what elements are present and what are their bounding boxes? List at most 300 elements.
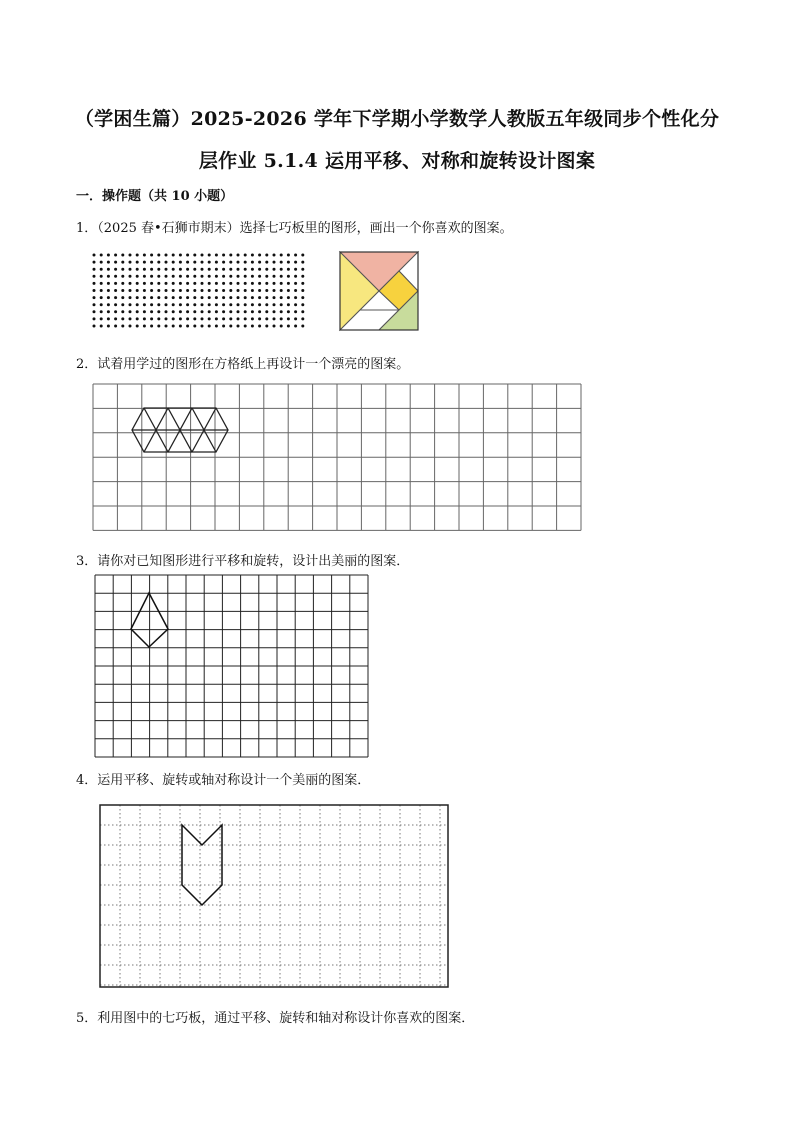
grid-dot: [136, 275, 139, 278]
grid-dot: [143, 275, 146, 278]
grid-dot: [222, 275, 225, 278]
grid-dot: [215, 254, 218, 257]
question-number: 4．: [76, 773, 98, 788]
grid-dot: [258, 289, 261, 292]
grid-dot: [244, 268, 247, 271]
grid-dot: [136, 310, 139, 313]
question-4: [76, 769, 370, 788]
question-text: 利用图中的七巧板，通过平移、旋转和轴对称设计你喜欢的图案．: [97, 1011, 475, 1026]
grid-dot: [287, 275, 290, 278]
grid-dot: [265, 296, 268, 299]
grid-dot: [244, 275, 247, 278]
grid-dot: [172, 261, 175, 264]
grid-dot: [150, 317, 153, 320]
grid-dot: [143, 254, 146, 257]
grid-dot: [201, 268, 204, 271]
grid-dot: [287, 268, 290, 271]
grid-dot: [129, 303, 132, 306]
grid-dot: [265, 275, 268, 278]
grid-dot: [208, 282, 211, 285]
grid-dot: [165, 317, 168, 320]
grid-dot: [114, 317, 117, 320]
grid-dot: [237, 296, 240, 299]
grid-dot: [201, 289, 204, 292]
grid-dot: [136, 317, 139, 320]
grid-dot: [301, 296, 304, 299]
grid-dot: [280, 268, 283, 271]
grid-dot: [287, 261, 290, 264]
grid-dot: [136, 268, 139, 271]
grid-dot: [129, 254, 132, 257]
grid-dot: [136, 254, 139, 257]
grid-dot: [172, 268, 175, 271]
grid-dot: [179, 261, 182, 264]
grid-dot: [294, 275, 297, 278]
question-2: [76, 353, 409, 372]
grid-dot: [265, 289, 268, 292]
grid-dot: [287, 310, 290, 313]
grid-dot: [251, 289, 254, 292]
grid-dot: [150, 254, 153, 257]
grid-dot: [208, 268, 211, 271]
grid-dot: [294, 296, 297, 299]
grid-dot: [107, 317, 110, 320]
question-number: 3．: [76, 554, 98, 569]
grid-dot: [294, 303, 297, 306]
grid-dot: [129, 296, 132, 299]
grid-dot: [244, 303, 247, 306]
grid-dot: [143, 289, 146, 292]
grid-dot: [201, 310, 204, 313]
grid-dot: [229, 325, 232, 328]
grid-dot: [93, 268, 96, 271]
grid-dot: [208, 261, 211, 264]
grid-dot: [258, 261, 261, 264]
grid-dot: [287, 296, 290, 299]
grid-dot: [179, 282, 182, 285]
grid-dot: [273, 275, 276, 278]
grid-dot: [143, 325, 146, 328]
grid-dot: [136, 261, 139, 264]
grid-dot: [244, 317, 247, 320]
grid-dot: [129, 310, 132, 313]
grid-dot: [244, 261, 247, 264]
grid-dot: [165, 296, 168, 299]
grid-dot: [136, 325, 139, 328]
grid-dot: [251, 325, 254, 328]
grid-dot: [107, 268, 110, 271]
grid-dot: [208, 310, 211, 313]
grid-dot: [150, 310, 153, 313]
doc-title-line2: 层作业 5.1.4 运用平移、对称和旋转设计图案: [198, 150, 596, 172]
grid-dot: [294, 325, 297, 328]
grid-dot: [280, 296, 283, 299]
grid-dot: [186, 275, 189, 278]
grid-dot: [179, 275, 182, 278]
grid-dot: [114, 282, 117, 285]
grid-dot: [93, 282, 96, 285]
tangram-figure: [338, 250, 422, 334]
grid-dot: [229, 275, 232, 278]
dot-grid-figure: [90, 250, 310, 330]
grid-dot: [265, 261, 268, 264]
grid-dot: [215, 275, 218, 278]
grid-dot: [100, 275, 103, 278]
section-heading: 一．操作题（共 10 小题）: [76, 189, 234, 204]
grid-dot: [229, 303, 232, 306]
grid-dot: [100, 317, 103, 320]
grid-dot: [244, 296, 247, 299]
question-1: [76, 217, 513, 236]
grid-dot: [150, 275, 153, 278]
grid-dot: [150, 296, 153, 299]
grid-dot: [179, 289, 182, 292]
grid-dot: [201, 296, 204, 299]
grid-dot: [222, 268, 225, 271]
grid-dot: [193, 289, 196, 292]
grid-dot: [222, 317, 225, 320]
grid-dot: [193, 317, 196, 320]
grid-dot: [93, 303, 96, 306]
question-number: 1．: [76, 221, 98, 236]
grid-dot: [150, 282, 153, 285]
grid-dot: [229, 289, 232, 292]
grid-dot: [229, 310, 232, 313]
grid-dot: [114, 296, 117, 299]
grid-dot: [186, 289, 189, 292]
grid-dot: [165, 254, 168, 257]
grid-dot: [273, 282, 276, 285]
grid-dot: [143, 282, 146, 285]
grid-dot: [301, 261, 304, 264]
grid-dot: [107, 254, 110, 257]
question-3: [76, 550, 409, 569]
grid-dot: [165, 289, 168, 292]
grid-dot: [157, 296, 160, 299]
grid-dot: [237, 289, 240, 292]
grid-dot: [301, 310, 304, 313]
grid-dot: [294, 282, 297, 285]
grid-dot: [287, 317, 290, 320]
grid-dot: [251, 303, 254, 306]
grid-dot: [129, 268, 132, 271]
grid-dot: [93, 310, 96, 313]
grid-dot: [201, 317, 204, 320]
grid-dot: [265, 325, 268, 328]
grid-dot: [215, 325, 218, 328]
grid-dot: [215, 268, 218, 271]
grid-dot: [193, 303, 196, 306]
grid-dot: [157, 282, 160, 285]
grid-dot: [301, 325, 304, 328]
grid-dot: [244, 289, 247, 292]
grid-dot: [273, 310, 276, 313]
grid-dot: [215, 261, 218, 264]
grid-dot: [193, 325, 196, 328]
grid-dot: [157, 310, 160, 313]
grid-dot: [165, 268, 168, 271]
grid-dot: [186, 296, 189, 299]
grid-dot: [229, 282, 232, 285]
grid-dot: [258, 303, 261, 306]
grid-dot: [100, 268, 103, 271]
grid-dot: [222, 296, 225, 299]
grid-dot: [244, 325, 247, 328]
grid-dot: [179, 303, 182, 306]
grid-dot: [215, 282, 218, 285]
grid-dot: [280, 275, 283, 278]
grid-dot: [129, 275, 132, 278]
grid-dot: [150, 325, 153, 328]
grid-dot: [121, 325, 124, 328]
grid-dot: [121, 317, 124, 320]
grid-dot: [157, 275, 160, 278]
grid-dot: [186, 282, 189, 285]
grid-dot: [251, 296, 254, 299]
grid-dot: [121, 268, 124, 271]
grid-dot: [222, 303, 225, 306]
grid-dot: [237, 317, 240, 320]
grid-dot: [280, 254, 283, 257]
grid-dot: [201, 282, 204, 285]
grid-dot: [107, 325, 110, 328]
grid-dot: [150, 261, 153, 264]
grid-dot: [287, 303, 290, 306]
grid-dot: [179, 296, 182, 299]
grid-dot: [251, 268, 254, 271]
grid-paper-q2: [92, 382, 584, 532]
grid-dot: [294, 310, 297, 313]
grid-dot: [215, 296, 218, 299]
grid-dot: [287, 325, 290, 328]
grid-dot: [251, 254, 254, 257]
grid-dot: [237, 310, 240, 313]
grid-dot: [193, 296, 196, 299]
grid-dot: [258, 282, 261, 285]
grid-dot: [208, 254, 211, 257]
grid-dot: [172, 325, 175, 328]
grid-dot: [136, 303, 139, 306]
grid-dot: [215, 317, 218, 320]
grid-dot: [301, 303, 304, 306]
grid-dot: [287, 254, 290, 257]
question-5: [76, 1007, 474, 1026]
grid-dot: [100, 282, 103, 285]
grid-dot: [114, 303, 117, 306]
question-text: 运用平移、旋转或轴对称设计一个美丽的图案．: [97, 773, 371, 788]
grid-dot: [143, 303, 146, 306]
grid-dot: [294, 254, 297, 257]
grid-dot: [258, 268, 261, 271]
grid-dot: [273, 268, 276, 271]
grid-dot: [107, 289, 110, 292]
grid-dot: [193, 254, 196, 257]
grid-dot: [237, 325, 240, 328]
grid-dot: [193, 282, 196, 285]
grid-dot: [165, 261, 168, 264]
grid-dot: [258, 310, 261, 313]
grid-dot: [273, 261, 276, 264]
grid-dot: [201, 275, 204, 278]
grid-dot: [186, 268, 189, 271]
grid-dot: [172, 289, 175, 292]
grid-dot: [172, 275, 175, 278]
grid-dot: [129, 325, 132, 328]
grid-dot: [280, 317, 283, 320]
grid-dot: [100, 325, 103, 328]
grid-dot: [172, 317, 175, 320]
grid-dot: [258, 325, 261, 328]
grid-dot: [273, 303, 276, 306]
grid-dot: [251, 317, 254, 320]
grid-dot: [121, 282, 124, 285]
grid-dot: [93, 289, 96, 292]
grid-dot: [244, 282, 247, 285]
grid-dot: [265, 310, 268, 313]
grid-dot: [208, 275, 211, 278]
grid-dot: [143, 261, 146, 264]
grid-dot: [165, 310, 168, 313]
grid-dot: [229, 317, 232, 320]
grid-dot: [150, 268, 153, 271]
grid-dot: [186, 254, 189, 257]
grid-dot: [107, 282, 110, 285]
grid-dot: [93, 254, 96, 257]
grid-dot: [201, 325, 204, 328]
grid-dot: [258, 317, 261, 320]
grid-dot: [265, 268, 268, 271]
question-number: 2．: [76, 357, 98, 372]
grid-dot: [129, 261, 132, 264]
grid-dot: [280, 303, 283, 306]
grid-dot: [251, 261, 254, 264]
grid-dot: [301, 289, 304, 292]
grid-dot: [93, 261, 96, 264]
grid-dot: [100, 303, 103, 306]
grid-dot: [165, 303, 168, 306]
grid-dot: [186, 325, 189, 328]
grid-dot: [143, 317, 146, 320]
grid-dot: [179, 317, 182, 320]
grid-dot: [114, 254, 117, 257]
grid-dot: [143, 310, 146, 313]
grid-dot: [287, 289, 290, 292]
grid-dot: [179, 254, 182, 257]
question-text: （2025 春•石狮市期末）选择七巧板里的图形，画出一个你喜欢的图案。: [97, 221, 513, 236]
grid-dot: [179, 268, 182, 271]
grid-dot: [229, 254, 232, 257]
grid-dot: [121, 254, 124, 257]
grid-dot: [265, 317, 268, 320]
grid-dot: [172, 254, 175, 257]
grid-dot: [157, 289, 160, 292]
question-text: 试着用学过的图形在方格纸上再设计一个漂亮的图案。: [97, 357, 410, 372]
grid-dot: [208, 303, 211, 306]
grid-dot: [201, 261, 204, 264]
grid-dot: [114, 268, 117, 271]
grid-dot: [121, 303, 124, 306]
grid-dot: [251, 275, 254, 278]
grid-dot: [237, 282, 240, 285]
grid-dot: [229, 296, 232, 299]
grid-dot: [157, 303, 160, 306]
grid-dot: [222, 261, 225, 264]
grid-dot: [172, 296, 175, 299]
grid-dot: [265, 254, 268, 257]
grid-dot: [258, 296, 261, 299]
grid-dot: [186, 310, 189, 313]
grid-dot: [129, 317, 132, 320]
grid-dot: [215, 310, 218, 313]
grid-dot: [179, 310, 182, 313]
grid-dot: [114, 275, 117, 278]
grid-dot: [114, 289, 117, 292]
grid-paper-q3: [94, 574, 372, 760]
grid-dot: [100, 254, 103, 257]
grid-dot: [237, 275, 240, 278]
grid-dot: [258, 254, 261, 257]
grid-dot: [273, 296, 276, 299]
grid-dot: [244, 310, 247, 313]
grid-dot: [251, 282, 254, 285]
grid-dot: [208, 325, 211, 328]
grid-dot: [172, 282, 175, 285]
grid-dot: [100, 261, 103, 264]
grid-dot: [237, 268, 240, 271]
question-number: 5．: [76, 1011, 98, 1026]
grid-dot: [251, 310, 254, 313]
grid-dot: [222, 289, 225, 292]
grid-dot: [150, 303, 153, 306]
grid-dot: [136, 296, 139, 299]
grid-dot: [222, 282, 225, 285]
grid-dot: [280, 282, 283, 285]
grid-dot: [165, 282, 168, 285]
question-text: 请你对已知图形进行平移和旋转，设计出美丽的图案．: [97, 554, 410, 569]
grid-dot: [229, 268, 232, 271]
grid-dot: [114, 325, 117, 328]
grid-dot: [280, 325, 283, 328]
grid-dot: [107, 261, 110, 264]
grid-dot: [273, 254, 276, 257]
grid-dot: [301, 268, 304, 271]
grid-dot: [121, 289, 124, 292]
grid-dot: [265, 303, 268, 306]
grid-dot: [201, 254, 204, 257]
grid-dot: [121, 275, 124, 278]
grid-dot: [193, 275, 196, 278]
grid-dot: [215, 289, 218, 292]
grid-dot: [107, 310, 110, 313]
grid-dot: [93, 296, 96, 299]
grid-dot: [193, 261, 196, 264]
grid-dot: [143, 268, 146, 271]
grid-dot: [157, 268, 160, 271]
grid-dot: [93, 325, 96, 328]
dotted-grid-q4: [98, 803, 452, 991]
grid-dot: [280, 310, 283, 313]
grid-dot: [157, 254, 160, 257]
grid-dot: [222, 254, 225, 257]
grid-dot: [100, 310, 103, 313]
grid-dot: [93, 275, 96, 278]
grid-dot: [273, 289, 276, 292]
grid-dot: [273, 325, 276, 328]
grid-dot: [294, 317, 297, 320]
grid-dot: [208, 296, 211, 299]
grid-dot: [301, 282, 304, 285]
grid-dot: [114, 310, 117, 313]
